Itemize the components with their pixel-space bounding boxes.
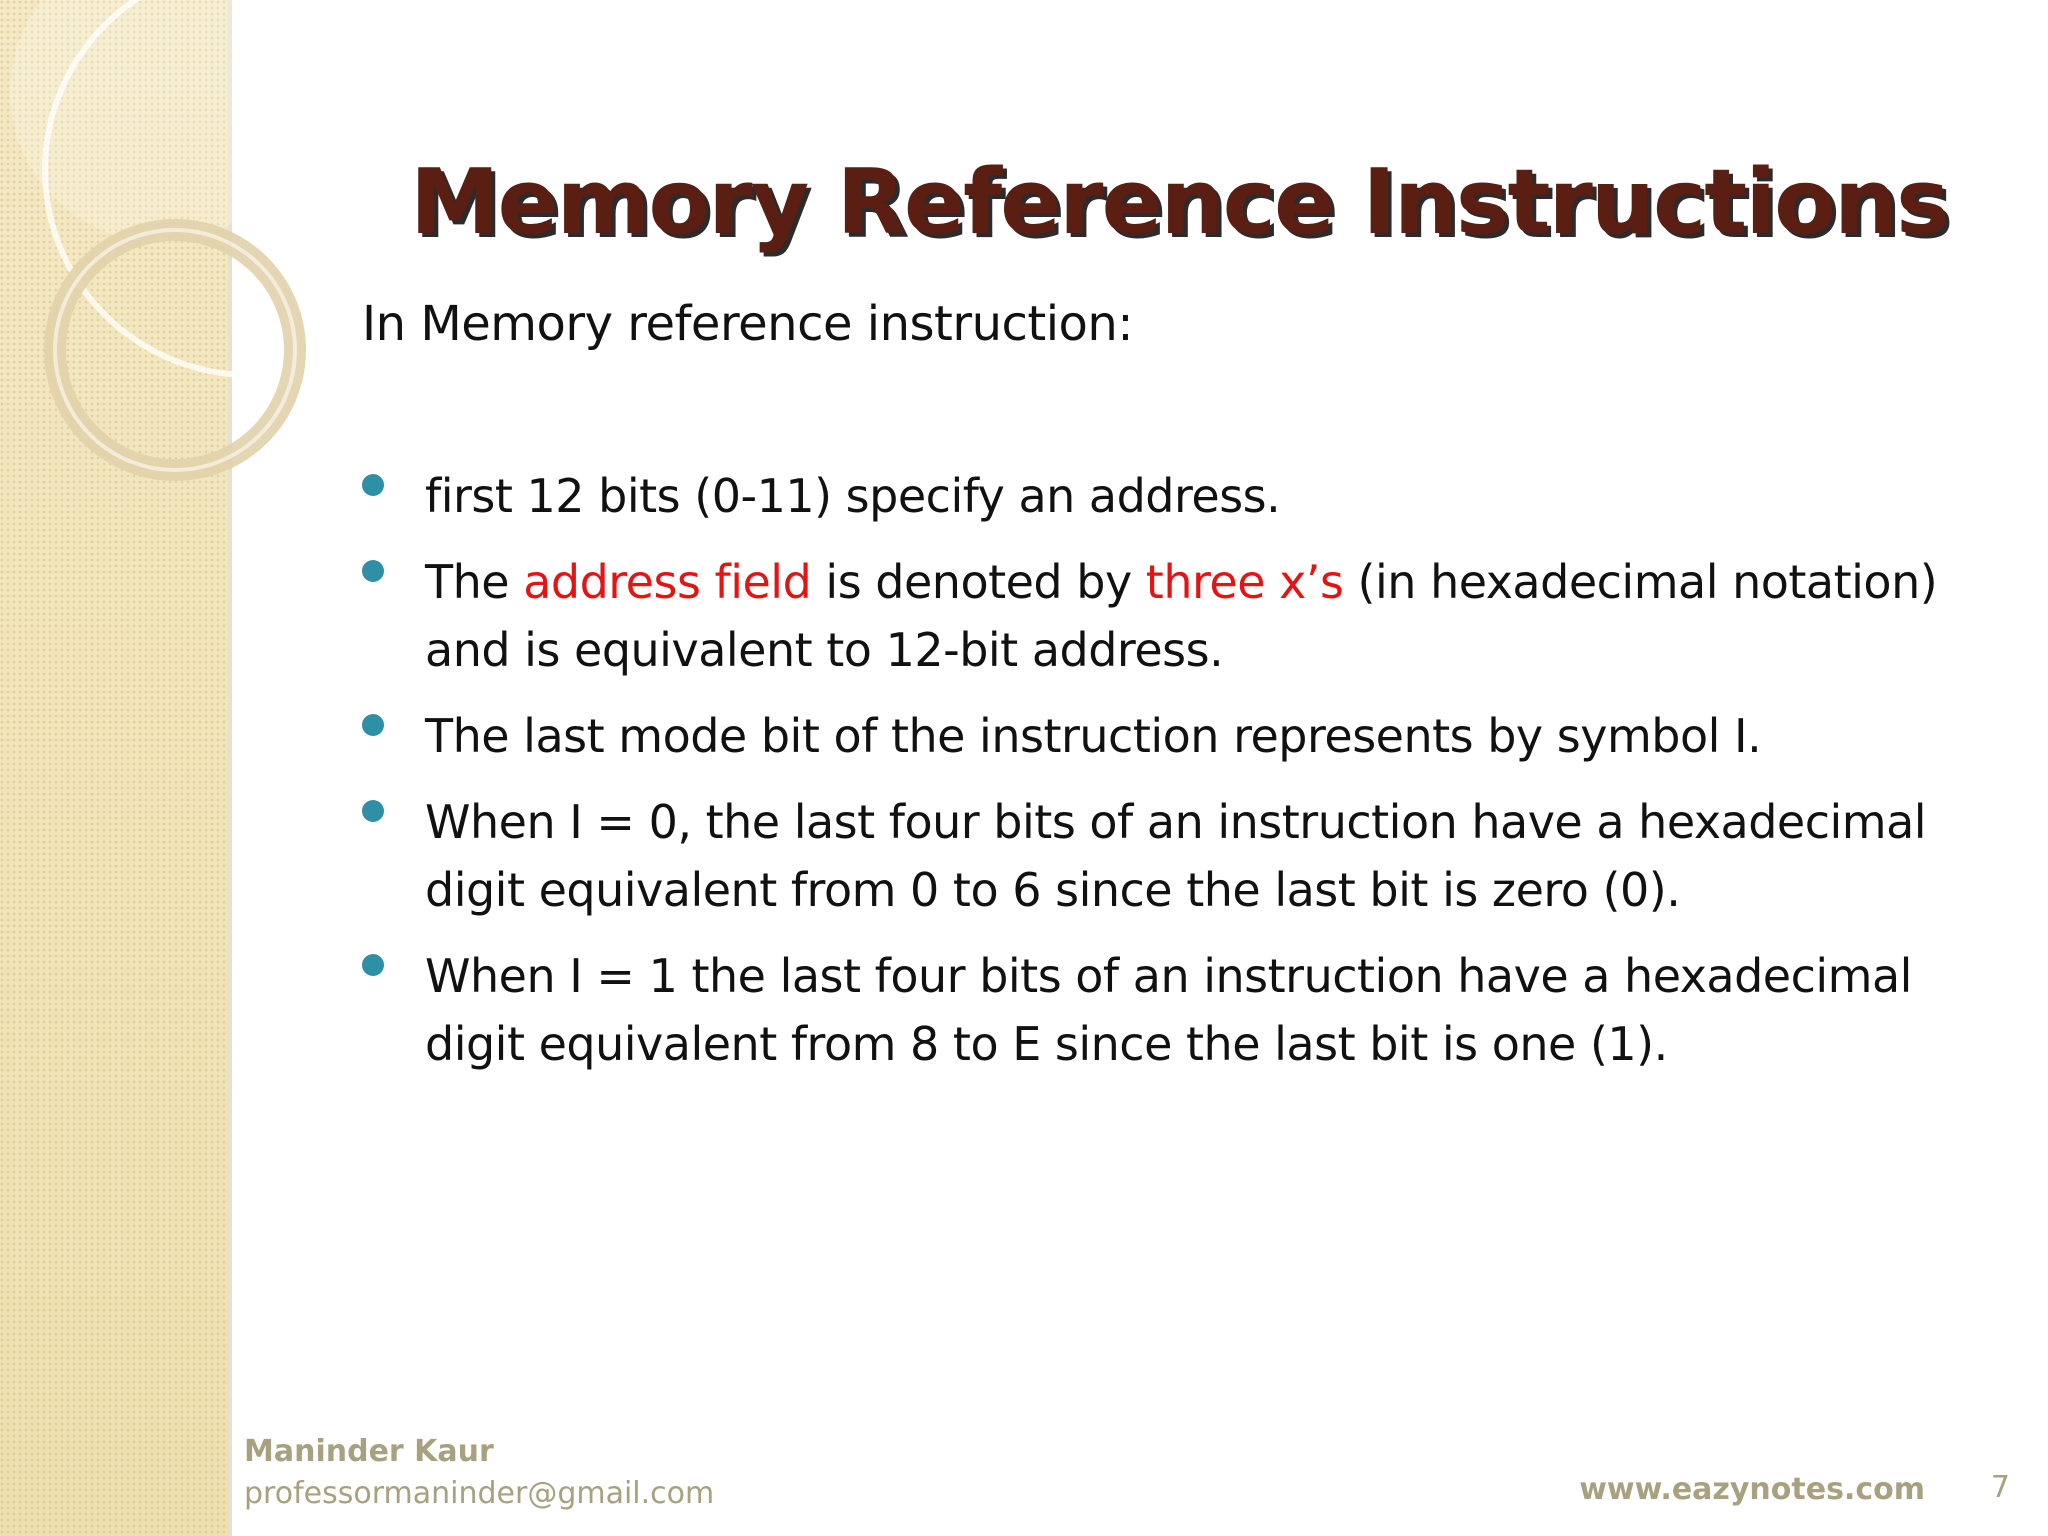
bullet-text: first 12 bits (0-11) specify an address. [425, 469, 1281, 523]
page-number: 7 [1990, 1470, 2010, 1505]
bullet-item [362, 942, 2012, 1078]
bullet-item [362, 702, 2012, 770]
highlight-address-field: address field [523, 555, 812, 609]
footer-email: professormaninder@gmail.com [244, 1476, 715, 1511]
highlight-three-xs: three x’s [1145, 555, 1344, 609]
bullet-list [362, 462, 2012, 1096]
slide-title: Memory Reference Instructions [410, 150, 1948, 255]
bullet-text: The [425, 555, 524, 609]
bullet-item [362, 788, 2012, 924]
bullet-text: (in hexadecimal notation) and is equivalent to 12-bit address. [425, 555, 1938, 677]
bullet-icon [362, 714, 384, 736]
bullet-text: The last mode bit of the instruction represents by symbol I. [425, 709, 1762, 763]
bullet-icon [362, 954, 384, 976]
bullet-text: When I = 0, the last four bits of an instruction have a hexadecimal digit equivalent from 0 to 6 since the last bit is zero (0). [425, 795, 1927, 917]
footer-author: Maninder Kaur [244, 1434, 494, 1469]
bullet-icon [362, 474, 384, 496]
intro-text: In Memory reference instruction: [362, 296, 1134, 352]
bullet-text: is denoted by [811, 555, 1146, 609]
bullet-item [362, 462, 2012, 530]
footer-website: www.eazynotes.com [1579, 1472, 1925, 1507]
bullet-item [362, 548, 2012, 684]
bullet-icon [362, 800, 384, 822]
bullet-icon [362, 560, 384, 582]
bullet-text: When I = 1 the last four bits of an instruction have a hexadecimal digit equivalent from 8 to E since the last bit is one (1). [425, 949, 1912, 1071]
